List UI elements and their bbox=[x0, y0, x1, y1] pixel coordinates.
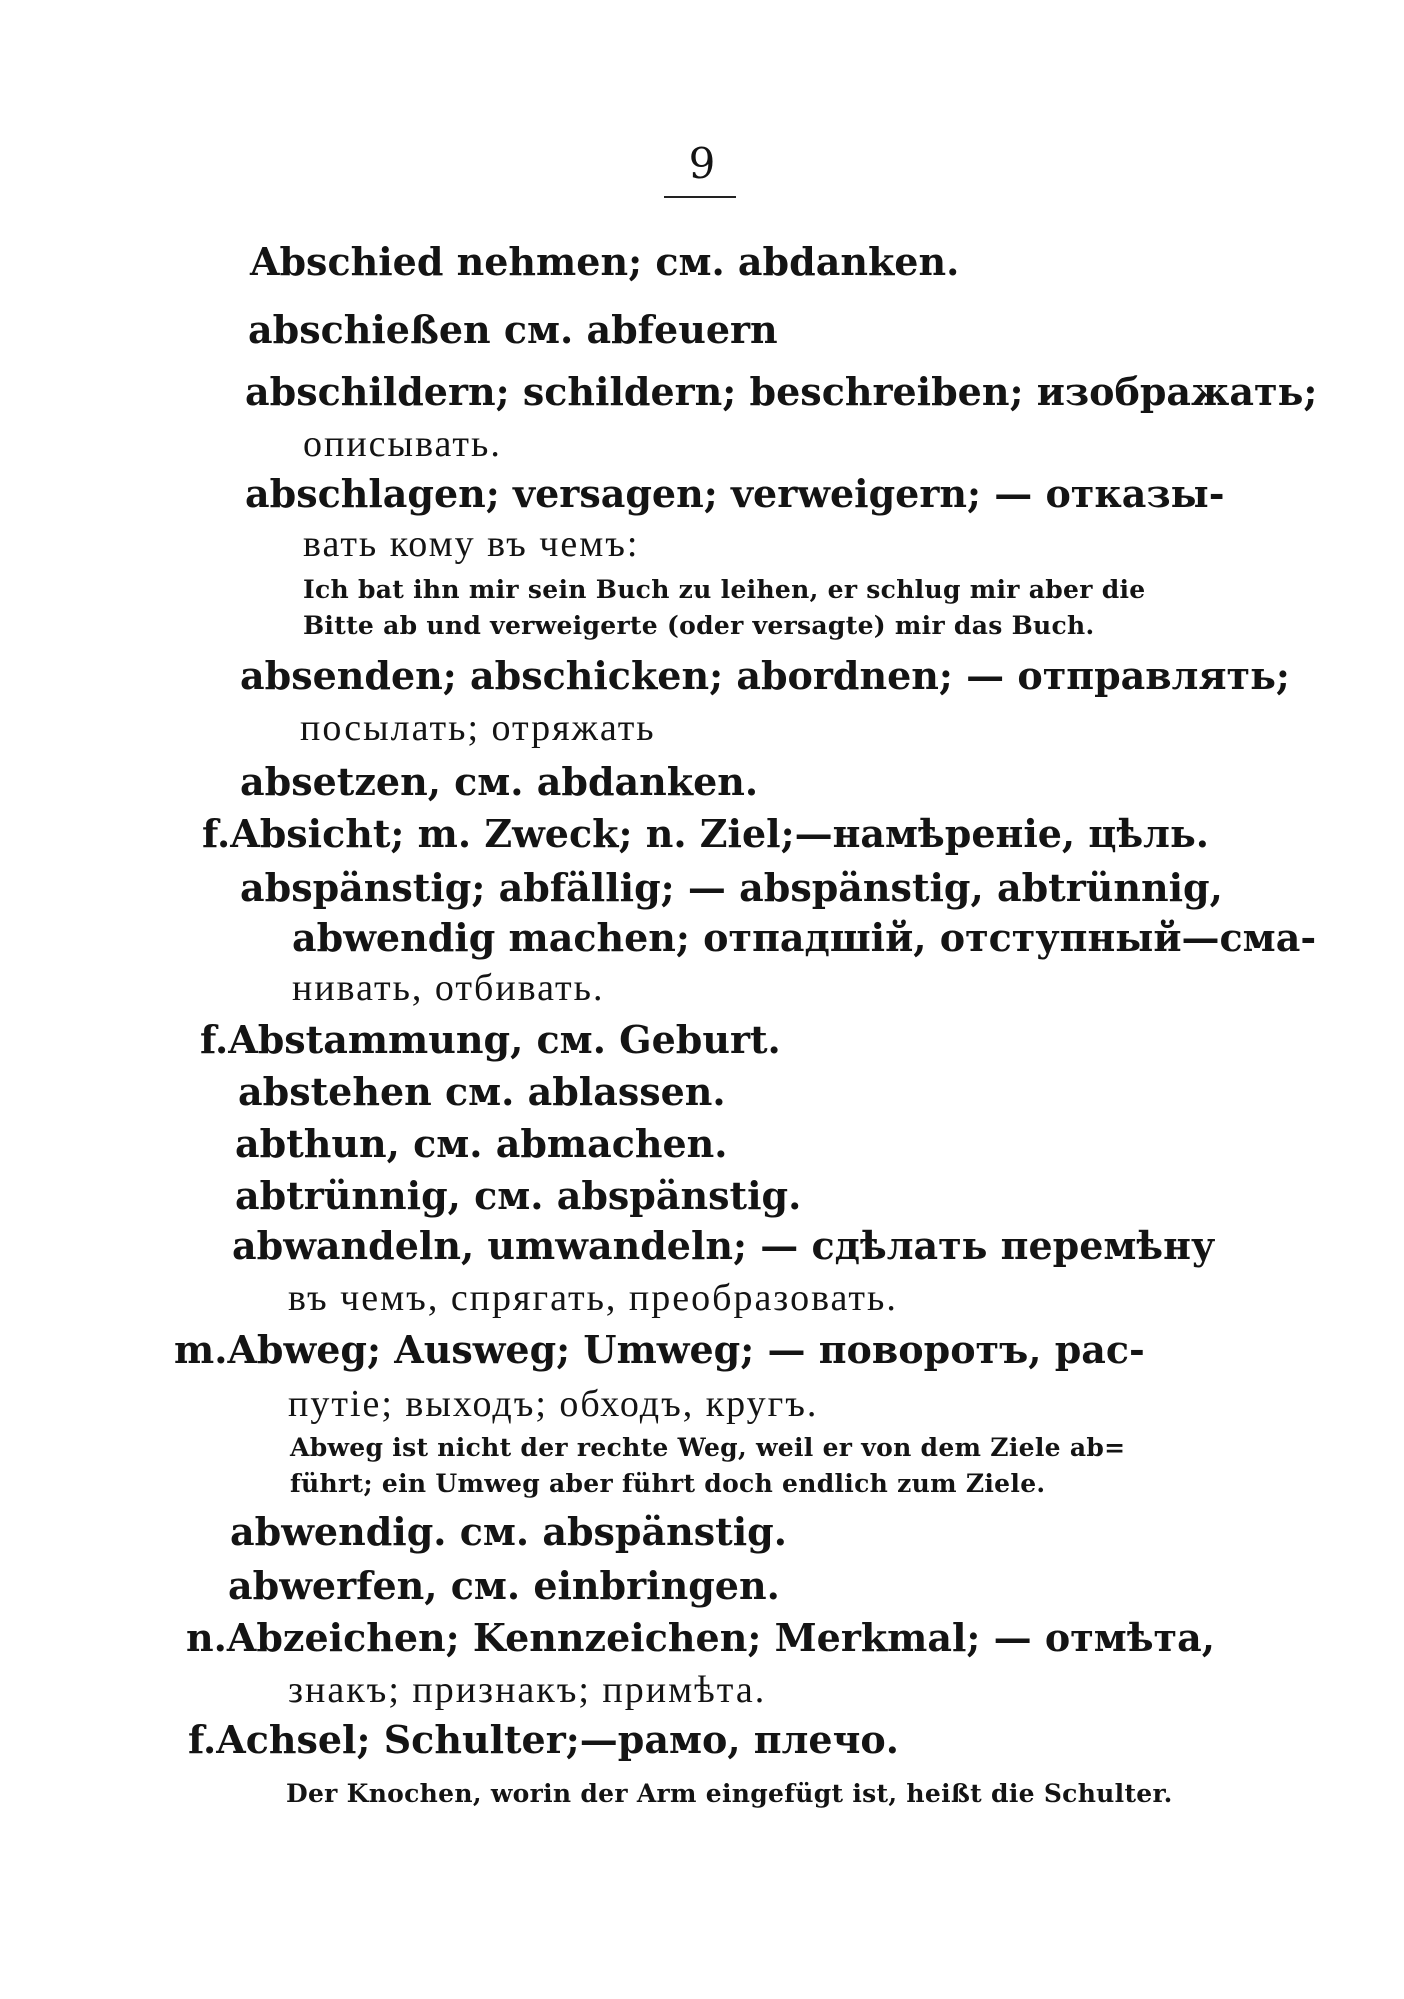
entry-line: нивать, отбивать. bbox=[292, 967, 605, 1009]
example-line: Bitte ab und verweigerte (oder versagte) mir das Buch. bbox=[303, 611, 1095, 640]
entry-line: n.Abzeichen; Kennzeichen; Merkmal; — отмѣта, bbox=[186, 1615, 1215, 1660]
entry-line: abschlagen; versagen; verweigern; — отказы- bbox=[245, 471, 1225, 516]
page-number-rule bbox=[664, 196, 736, 198]
entry-line: abthun, см. abmachen. bbox=[235, 1121, 728, 1166]
entry-line: посылать; отряжать bbox=[300, 707, 656, 749]
entry-line: abwendig. см. abspänstig. bbox=[230, 1509, 787, 1554]
entry-line: Abschied nehmen; см. abdanken. bbox=[250, 239, 960, 284]
entry-line: abschildern; schildern; beschreiben; изображать; bbox=[245, 369, 1318, 414]
entry-line: вать кому въ чемъ: bbox=[303, 523, 640, 565]
entry-line: описывать. bbox=[303, 423, 502, 465]
entry-line: f.Abstammung, см. Geburt. bbox=[200, 1017, 781, 1062]
entry-line: abtrünnig, см. abspänstig. bbox=[235, 1173, 802, 1218]
example-line: Abweg ist nicht der rechte Weg, weil er von dem Ziele ab= bbox=[290, 1433, 1126, 1462]
entry-line: abschießen см. abfeuern bbox=[248, 307, 778, 352]
entry-line: f.Absicht; m. Zweck; n. Ziel;—намѣреніе, цѣль. bbox=[202, 811, 1209, 856]
entry-line: abwandeln, umwandeln; — сдѣлать перемѣну bbox=[232, 1223, 1216, 1268]
entry-line: путіе; выходъ; обходъ, кругъ. bbox=[288, 1383, 819, 1425]
entry-line: въ чемъ, спрягать, преобразовать. bbox=[288, 1277, 898, 1319]
entry-line: f.Achsel; Schulter;—рамо, плечо. bbox=[188, 1717, 899, 1762]
entry-line: m.Abweg; Ausweg; Umweg; — поворотъ, рас- bbox=[174, 1327, 1145, 1372]
entry-line: abspänstig; abfällig; — abspänstig, abtrünnig, bbox=[240, 865, 1223, 910]
example-line: führt; ein Umweg aber führt doch endlich zum Ziele. bbox=[290, 1469, 1046, 1498]
entry-line: absenden; abschicken; abordnen; — отправлять; bbox=[240, 653, 1290, 698]
page-number: 9 bbox=[688, 139, 716, 188]
entry-line: abwendig machen; отпадшій, отступный—сма- bbox=[292, 915, 1317, 960]
entry-line: abstehen см. ablassen. bbox=[238, 1069, 726, 1114]
entry-line: absetzen, см. abdanken. bbox=[240, 759, 759, 804]
entry-line: abwerfen, см. einbringen. bbox=[228, 1563, 780, 1608]
entry-line: знакъ; признакъ; примѣта. bbox=[288, 1669, 767, 1711]
example-line: Ich bat ihn mir sein Buch zu leihen, er schlug mir aber die bbox=[303, 575, 1146, 604]
example-line: Der Knochen, worin der Arm eingefügt ist, heißt die Schulter. bbox=[286, 1779, 1173, 1808]
